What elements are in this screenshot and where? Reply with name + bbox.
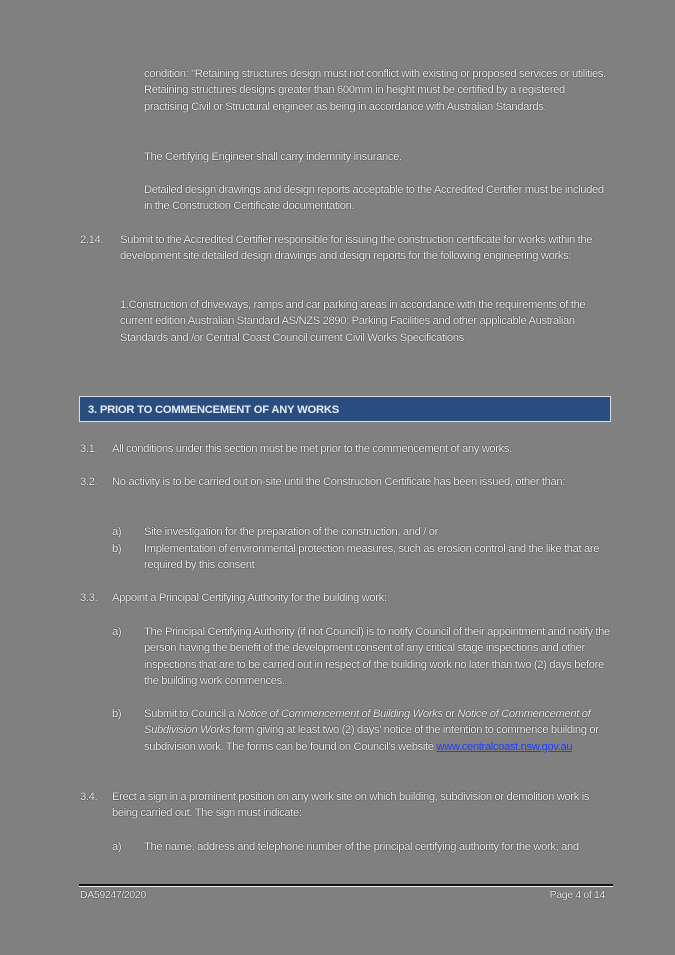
section-title: 3. PRIOR TO COMMENCEMENT OF ANY WORKS bbox=[88, 404, 339, 416]
condition-number-2-14: 2.14. bbox=[80, 234, 104, 246]
condition-number-3-3: 3.3. bbox=[80, 592, 98, 604]
list-item-3-3-b bbox=[144, 706, 610, 755]
list-label-3-2-a: a) bbox=[112, 526, 122, 538]
carryover-paragraph-1: condition: "Retaining structures design must not conflict with existing or proposed services or utilities. Retaining structures designs greater than 600mm in height must be certified by a registered practising Civil or Structural engineer as being in accordance with Australian Standards. bbox=[144, 68, 606, 113]
condition-text-2-14: Submit to the Accredited Certifier responsible for issuing the construction certificate for works within the development site detailed design drawings and design reports for the following engineering works: bbox=[120, 234, 593, 263]
condition-number-3-1: 3.1. bbox=[80, 443, 98, 455]
condition-2-14-item-1: 1.Construction of driveways, ramps and car parking areas in accordance with the requirements of the current edition Australian Standard AS/NZS 2890: Parking Facilities and other applicable Australian Standards and /or Central Coast Council current Civil Works Specifications bbox=[120, 299, 586, 344]
list-label-3-3-b: b) bbox=[112, 708, 122, 720]
condition-number-3-4: 3.4. bbox=[80, 791, 98, 803]
condition-text-3-1: All conditions under this section must be met prior to the commencement of any works. bbox=[112, 443, 512, 455]
list-label-3-2-b: b) bbox=[112, 543, 122, 555]
list-item-3-3-a: The Principal Certifying Authority (if not Council) is to notify Council of their appointment and notify the person having the benefit of the development consent of any critical stage inspections and other inspections that are to be carried out in respect of the building work no later than two (2) days before the building work commences. bbox=[144, 626, 610, 688]
text-segment: form giving at least two (2) days' notice of the intention to commence building or subdivision work. The forms can be found on Council's website bbox=[144, 724, 599, 753]
notice-subdivision-works-title: Notice of Commencement of Subdivision Works bbox=[144, 708, 591, 737]
text-segment: Submit to Council a bbox=[144, 708, 238, 720]
text-segment: or bbox=[442, 708, 458, 720]
condition-text-3-4: Erect a sign in a prominent position on any work site on which building, subdivision or demolition work is being carried out. The sign must indicate: bbox=[112, 791, 590, 820]
notice-building-works-title: Notice of Commencement of Building Works bbox=[237, 708, 443, 720]
list-label-3-3-a: a) bbox=[112, 626, 122, 638]
condition-text-3-3: Appoint a Principal Certifying Authority for the building work: bbox=[112, 592, 387, 604]
page-number: Page 4 of 14 bbox=[549, 889, 605, 901]
list-label-3-4-a: a) bbox=[112, 841, 122, 853]
list-item-3-2-b: Implementation of environmental protection measures, such as erosion control and the like that are required by this consent bbox=[144, 543, 600, 572]
carryover-paragraph-3: Detailed design drawings and design reports acceptable to the Accredited Certifier must be included in the Construction Certificate documentation. bbox=[144, 184, 604, 213]
carryover-paragraph-2: The Certifying Engineer shall carry indemnity insurance. bbox=[144, 151, 402, 163]
list-item-3-2-a: Site investigation for the preparation of the construction, and / or bbox=[144, 526, 438, 538]
section-header-bar bbox=[79, 396, 611, 422]
condition-text-3-2: No activity is to be carried out on-site until the Construction Certificate has been issued, other than: bbox=[112, 476, 565, 488]
council-website-link[interactable]: www.centralcoast.nsw.gov.au bbox=[436, 740, 573, 753]
document-reference: DA59247/2020 bbox=[80, 889, 146, 901]
condition-number-3-2: 3.2. bbox=[80, 476, 98, 488]
list-item-3-4-a: The name, address and telephone number of the principal certifying authority for the work; and bbox=[144, 841, 579, 853]
footer-divider-highlight bbox=[79, 886, 613, 887]
